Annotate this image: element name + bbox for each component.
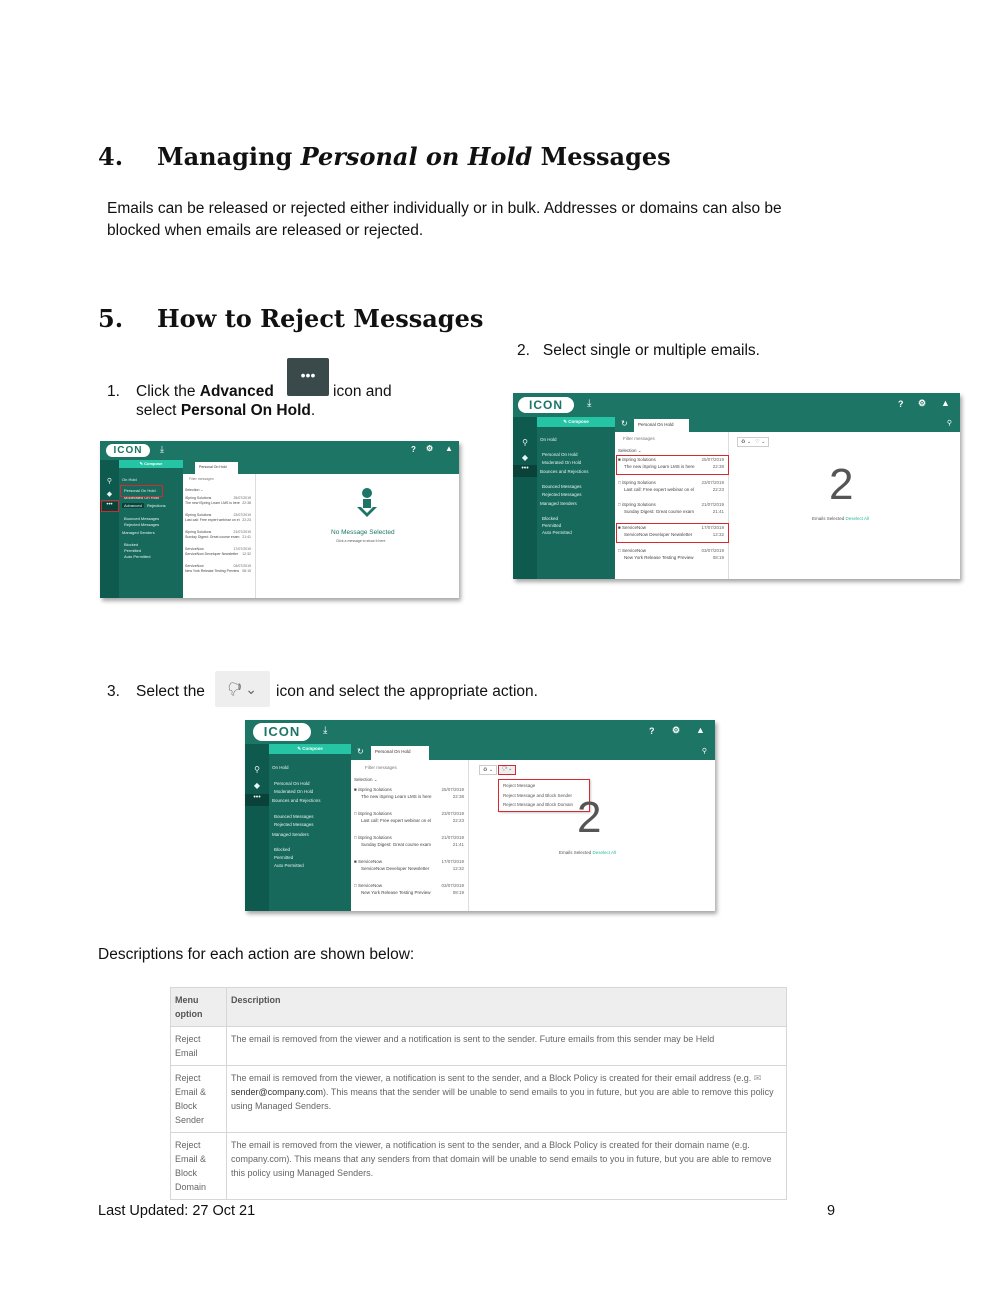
app-topbar bbox=[100, 441, 459, 460]
nav-rail bbox=[100, 460, 119, 598]
main-pane bbox=[183, 460, 459, 598]
download-icon[interactable]: ⤓ bbox=[323, 725, 328, 736]
section-number: 5. bbox=[98, 304, 124, 333]
refresh-icon[interactable]: ↻ bbox=[357, 747, 364, 756]
footer-updated: Last Updated: 27 Oct 21 bbox=[98, 1203, 256, 1219]
section-4-body: Emails can be released or rejected either individually or in bulk. Addresses or domains can also be blocked when emails are released or rejected. bbox=[107, 200, 782, 239]
emails-selected-label: Emails Selected Deselect All bbox=[559, 850, 617, 855]
gear-icon[interactable]: ⚙ bbox=[672, 725, 681, 735]
tag-icon[interactable]: ◆ bbox=[253, 781, 261, 790]
more-dots-icon: ••• bbox=[287, 358, 329, 396]
user-icon[interactable]: ▲ bbox=[445, 444, 453, 453]
screenshot-select-emails: ICON ⤓ ? ⚙ ▲ ⚲ ◆ ••• ✎ Compose On Hold Personal On Hold Moderated On Hold Bounces and Rejections Bounced Messages Rejected Messages Managed Senders Blocked Permitted Auto Permitted ↻ Personal On Hold ⚲ Filter messages Selection ⌄ ■ iSpring Solutions The new iSpring Learn LMS is here 25/07/2019 22:38 □ iSpring Solutions Last call: Free expert webinar on el 23/07/2019 22:23 □ iSpring Solutions Sunday Digest: Great course exam 21/07/2019 21:41 ■ ServiceNow ServiceNow Developer Newsletter 17/07/2019 12:32 □ ServiceNow New York Release Testing Preview 03/07/2019 08:19 ♻ ⌄ ♡ ⌄ 2 Emails Selected Deselect All bbox=[513, 393, 960, 579]
gear-icon[interactable]: ⚙ bbox=[918, 398, 927, 408]
compose-button[interactable]: ✎ Compose bbox=[119, 460, 183, 468]
tab-personal-on-hold[interactable]: Personal On Hold bbox=[634, 419, 689, 432]
search-icon[interactable]: ⚲ bbox=[254, 765, 260, 774]
action-buttons[interactable]: ♻ ⌄ ♡ ⌄ bbox=[737, 437, 769, 447]
highlight-selected-2 bbox=[616, 523, 729, 543]
selected-count: 2 bbox=[577, 793, 602, 842]
search-icon[interactable]: ⚲ bbox=[946, 420, 952, 427]
header-description: Description bbox=[227, 988, 787, 1027]
icon-logo: ICON bbox=[106, 444, 150, 457]
folder-sidebar: ✎ Compose On Hold Personal On Hold Moderated On Hold Advanced Rejections Bounced Messages Rejected Messages Managed Senders Blocked Permitted Auto Permitted bbox=[119, 460, 183, 598]
deselect-all-link[interactable]: Deselect All bbox=[592, 850, 617, 855]
user-icon[interactable]: ▲ bbox=[941, 398, 950, 408]
tag-icon[interactable]: ◆ bbox=[106, 491, 113, 498]
section-5-heading bbox=[98, 304, 598, 336]
menu-reject-block-sender[interactable]: Reject Message and Block Sender bbox=[503, 793, 573, 798]
screenshot-reject-menu: ICON ⤓ ? ⚙ ▲ ⚲ ◆ ••• ✎ Compose On Hold Personal On Hold Moderated On Hold Bounces and Rejections Bounced Messages Rejected Messages Managed Senders Blocked Permitted Auto Permitted ↻ Personal On Hold ⚲ Filter messages Selection ⌄ ■ iSpring Solutions The new iSpring Learn LMS is here 25/07/2019 22:38 □ iSpring Solutions Last call: Free expert webinar on el 23/07/2019 22:23 □ iSpring Solutions Sunday Digest: Great course exam 21/07/2019 21:41 ■ ServiceNow ServiceNow Developer Newsletter 17/07/2019 12:32 □ ServiceNow New York Release Testing Preview 03/07/2019 08:19 ♻ ⌄ 🖓 ⌄ Reject Message Reject Message and Block Sender Reject Message and Block Domain 2 Emails Selected Deselect All bbox=[245, 720, 715, 911]
section-title: How to Reject Messages bbox=[157, 304, 484, 333]
user-icon[interactable]: ▲ bbox=[696, 725, 705, 735]
search-icon[interactable]: ⚲ bbox=[701, 748, 707, 755]
icon-logo: ICON bbox=[518, 397, 574, 413]
reject-dropdown[interactable]: 🖓 ⌄ bbox=[498, 765, 516, 775]
compose-button[interactable]: ✎ Compose bbox=[537, 417, 615, 427]
search-icon[interactable]: ⚲ bbox=[106, 478, 113, 485]
message-list: Filter messages Selection ⌄ iSpring Solutions The new iSpring Learn LMS is here 25/07/2019 22:38 iSpring Solutions Last call: Free expert webinar on el 23/07/2019 22:23 iSpring Solutions Sunday Digest: Great course exam 21/07/2019 21:41 ServiceNow ServiceNow Developer Newsletter 17/07/2019 12:32 ServiceNow New York Release Testing Preview 03/07/2019 08:19 bbox=[183, 474, 256, 598]
advanced-dots-icon[interactable]: ••• bbox=[245, 794, 269, 806]
download-icon[interactable]: ⤓ bbox=[160, 444, 164, 454]
advanced-dots-icon[interactable]: ••• bbox=[513, 465, 537, 477]
header-menu-option: Menu option bbox=[171, 988, 227, 1027]
refresh-icon[interactable]: ↻ bbox=[621, 419, 628, 428]
release-dropdown[interactable]: ♻ ⌄ bbox=[479, 765, 497, 775]
section-number: 4. bbox=[98, 142, 124, 171]
message-list: Filter messages Selection ⌄ ■ iSpring Solutions The new iSpring Learn LMS is here 25/07/2019 22:38 □ iSpring Solutions Last call: Free expert webinar on el 23/07/2019 22:23 □ iSpring Solutions Sunday Digest: Great course exam 21/07/2019 21:41 ■ ServiceNow ServiceNow Developer Newsletter 17/07/2019 12:32 □ ServiceNow New York Release Testing Preview 03/07/2019 08:19 bbox=[615, 432, 729, 579]
help-icon[interactable]: ? bbox=[649, 726, 655, 736]
no-message-label: No Message Selected bbox=[331, 529, 395, 536]
table-row: Reject Email & Block Domain The email is removed from the viewer, a notification is sent to the sender, and a Block Policy is created for their domain name (e.g. company.com). This means that any senders from that domain will be unable to send emails to you in future, but you are able to remove this policy using Managed Senders. bbox=[171, 1133, 787, 1200]
table-row: Reject Email & Block Sender The email is removed from the viewer, a notification is sent to the sender, and a Block Policy is created for their email address (e.g. ✉sender@company.com). This means that the sender will be unable to send emails to you in future, but you are able to remove this policy using Managed Senders. bbox=[171, 1066, 787, 1133]
tag-icon[interactable]: ◆ bbox=[521, 453, 529, 462]
deselect-all-link[interactable]: Deselect All bbox=[845, 516, 870, 521]
menu-reject-message[interactable]: Reject Message bbox=[503, 783, 536, 788]
step-2-text: 2. Select single or multiple emails. bbox=[517, 342, 760, 359]
highlight-advanced bbox=[101, 500, 119, 512]
no-message-icon bbox=[355, 487, 379, 519]
selected-count: 2 bbox=[829, 460, 854, 509]
no-message-sub: Click a message to show it here bbox=[336, 539, 386, 543]
compose-button[interactable]: ✎ Compose bbox=[269, 744, 351, 754]
descriptions-intro: Descriptions for each action are shown below: bbox=[98, 946, 415, 963]
advanced-dots-icon[interactable]: ••• bbox=[100, 502, 119, 511]
menu-reject-block-domain[interactable]: Reject Message and Block Domain bbox=[503, 802, 574, 807]
gear-icon[interactable]: ⚙ bbox=[426, 444, 434, 453]
actions-table bbox=[170, 987, 787, 1200]
emails-selected-label: Emails Selected Deselect All bbox=[812, 516, 870, 521]
help-icon[interactable]: ? bbox=[411, 445, 416, 454]
thumbs-down-dropdown-icon: 🖓 ⌄ bbox=[215, 671, 270, 707]
download-icon[interactable]: ⤓ bbox=[587, 398, 592, 409]
help-icon[interactable]: ? bbox=[898, 399, 904, 409]
tab-personal-on-hold[interactable]: Personal On Hold bbox=[371, 746, 429, 760]
screenshot-advanced-menu bbox=[100, 441, 459, 598]
message-list: Filter messages Selection ⌄ ■ iSpring Solutions The new iSpring Learn LMS is here 25/07/2019 22:38 □ iSpring Solutions Last call: Free expert webinar on el 23/07/2019 22:23 □ iSpring Solutions Sunday Digest: Great course exam 21/07/2019 21:41 ■ ServiceNow ServiceNow Developer Newsletter 17/07/2019 12:32 □ ServiceNow New York Release Testing Preview 03/07/2019 08:19 bbox=[351, 760, 469, 911]
table-row: Reject Email The email is removed from the viewer and a notification is sent to the sender. Future emails from this sender may be Held bbox=[171, 1027, 787, 1066]
section-4-heading bbox=[98, 142, 698, 174]
envelope-icon: ✉ bbox=[753, 1073, 762, 1083]
highlight-personal-on-hold bbox=[120, 485, 163, 497]
highlight-selected-1 bbox=[616, 455, 729, 475]
tab-personal-on-hold[interactable]: Personal On Hold bbox=[195, 462, 238, 474]
icon-logo: ICON bbox=[253, 723, 311, 741]
page-number: 9 bbox=[827, 1203, 836, 1219]
search-icon[interactable]: ⚲ bbox=[522, 438, 528, 447]
table-header-row bbox=[171, 988, 787, 1027]
section-title: Managing Personal on Hold Messages bbox=[157, 142, 671, 171]
